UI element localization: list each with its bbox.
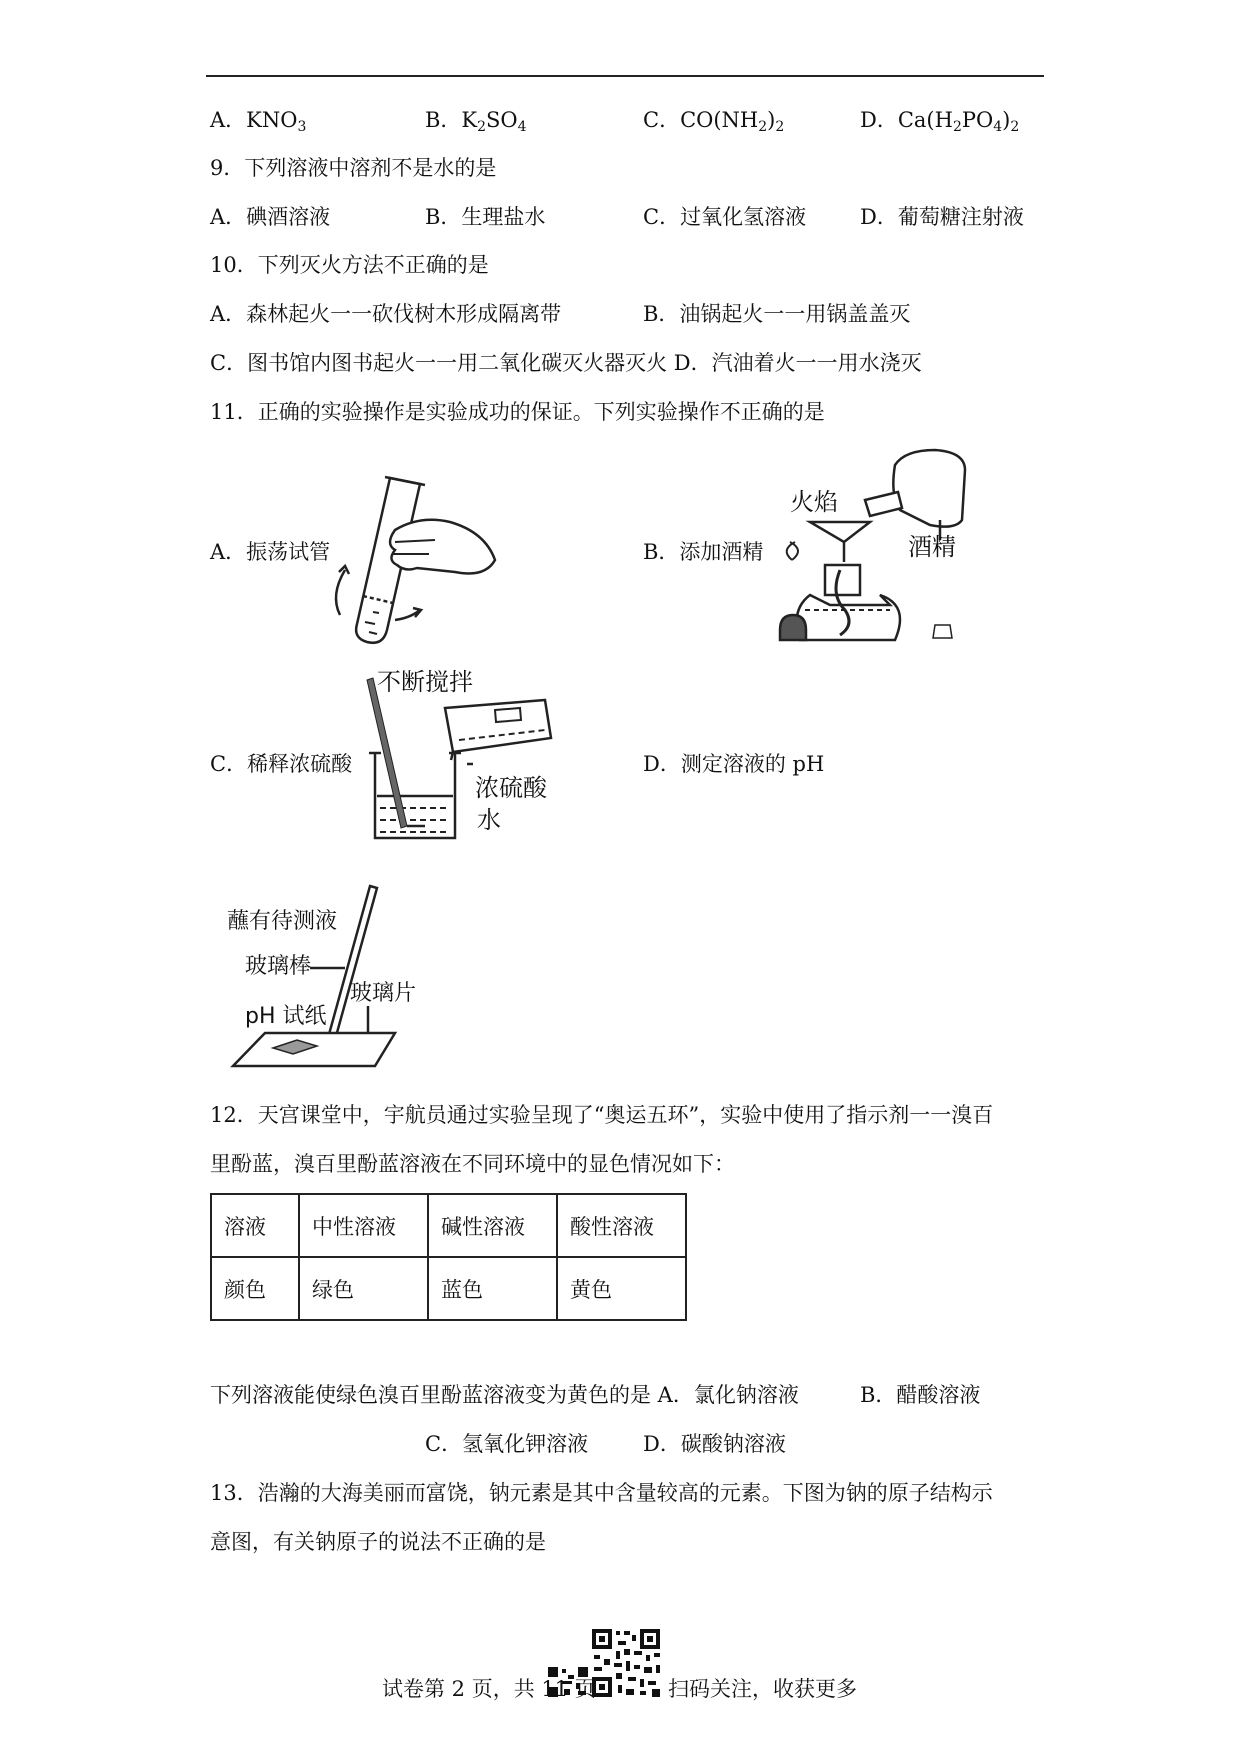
q12-option-b: B．醋酸溶液 xyxy=(860,1383,981,1407)
q11-option-c: C．稀释浓硫酸 xyxy=(210,752,353,776)
q9-stem: 9．下列溶液中溶剂不是水的是 xyxy=(210,156,497,180)
figure-shake-test-tube xyxy=(325,460,515,645)
q8-option-c: C．$CO(NH_2)_2$ xyxy=(643,108,785,135)
q11-option-a: A．振荡试管 xyxy=(210,540,331,564)
q9-option-c: C．过氧化氢溶液 xyxy=(643,205,807,229)
table-cell: 蓝色 xyxy=(428,1257,557,1320)
q10-option-b: B．油锅起火一一用锅盖盖灭 xyxy=(643,302,911,326)
q11-stem: 11．正确的实验操作是实验成功的保证。下列实验操作不正确的是 xyxy=(210,400,825,424)
q8-option-a: A．$KNO_3$ xyxy=(210,108,307,135)
qr-code-icon xyxy=(590,1627,662,1699)
table-row xyxy=(211,1194,686,1257)
q12-stem-line2: 里酚蓝，溴百里酚蓝溶液在不同环境中的显色情况如下： xyxy=(210,1152,735,1176)
table-cell: 酸性溶液 xyxy=(557,1194,686,1257)
table-cell: 黄色 xyxy=(557,1257,686,1320)
q11-option-b: B．添加酒精 xyxy=(643,540,764,564)
label-water: 水 xyxy=(477,806,501,834)
q12-question: 下列溶液能使绿色溴百里酚蓝溶液变为黄色的是 A．氯化钠溶液 xyxy=(210,1383,799,1407)
q8-option-d: D．$Ca(H_2PO_4)_2$ xyxy=(860,108,1020,135)
q11-option-d: D．测定溶液的 pH xyxy=(643,752,825,776)
figure-measure-ph xyxy=(225,878,425,1073)
table-cell: 绿色 xyxy=(299,1257,428,1320)
q10-option-cd: C．图书馆内图书起火一一用二氧化碳灭火器灭火 D．汽油着火一一用水浇灭 xyxy=(210,351,922,375)
q12-stem-line1: 12．天宫课堂中，宇航员通过实验呈现了“奥运五环”，实验中使用了指示剂一一溴百 xyxy=(210,1103,994,1127)
q9-option-d: D．葡萄糖注射液 xyxy=(860,205,1024,229)
q13-stem-line2: 意图，有关钠原子的说法不正确的是 xyxy=(210,1530,546,1554)
header-rule xyxy=(206,75,1044,77)
table-cell: 碱性溶液 xyxy=(428,1194,557,1257)
q10-option-a: A．森林起火一一砍伐树木形成隔离带 xyxy=(210,302,562,326)
label-flame: 火焰 xyxy=(790,488,838,516)
q12-option-d: D．碳酸钠溶液 xyxy=(643,1432,786,1456)
q13-stem-line1: 13．浩瀚的大海美丽而富饶，钠元素是其中含量较高的元素。下图为钠的原子结构示 xyxy=(210,1481,993,1505)
label-ph-paper: pH 试纸 xyxy=(245,1004,327,1029)
label-alcohol: 酒精 xyxy=(908,533,956,561)
table-cell: 颜色 xyxy=(211,1257,299,1320)
q8-option-b: B．$K_2SO_4$ xyxy=(425,108,527,135)
figure-dilute-acid xyxy=(355,668,565,848)
figure-add-alcohol xyxy=(770,430,970,650)
table-cell: 溶液 xyxy=(211,1194,299,1257)
table-cell: 中性溶液 xyxy=(299,1194,428,1257)
label-glass-plate: 玻璃片 xyxy=(350,981,417,1006)
footer-promo: 扫码关注，收获更多 xyxy=(668,1677,857,1701)
label-dipped: 蘸有待测液 xyxy=(227,909,338,934)
indicator-color-table xyxy=(210,1193,687,1321)
table-row xyxy=(211,1257,686,1320)
label-glass-rod: 玻璃棒 xyxy=(245,954,312,979)
label-concentrated-acid: 浓硫酸 xyxy=(475,774,547,802)
q12-option-c: C．氢氧化钾溶液 xyxy=(425,1432,589,1456)
q9-option-a: A．碘酒溶液 xyxy=(210,205,331,229)
q10-stem: 10．下列灭火方法不正确的是 xyxy=(210,253,489,277)
q9-option-b: B．生理盐水 xyxy=(425,205,546,229)
label-stir: 不断搅拌 xyxy=(377,668,473,696)
footer-page-number: 试卷第 2 页，共 11 页 xyxy=(382,1677,596,1701)
